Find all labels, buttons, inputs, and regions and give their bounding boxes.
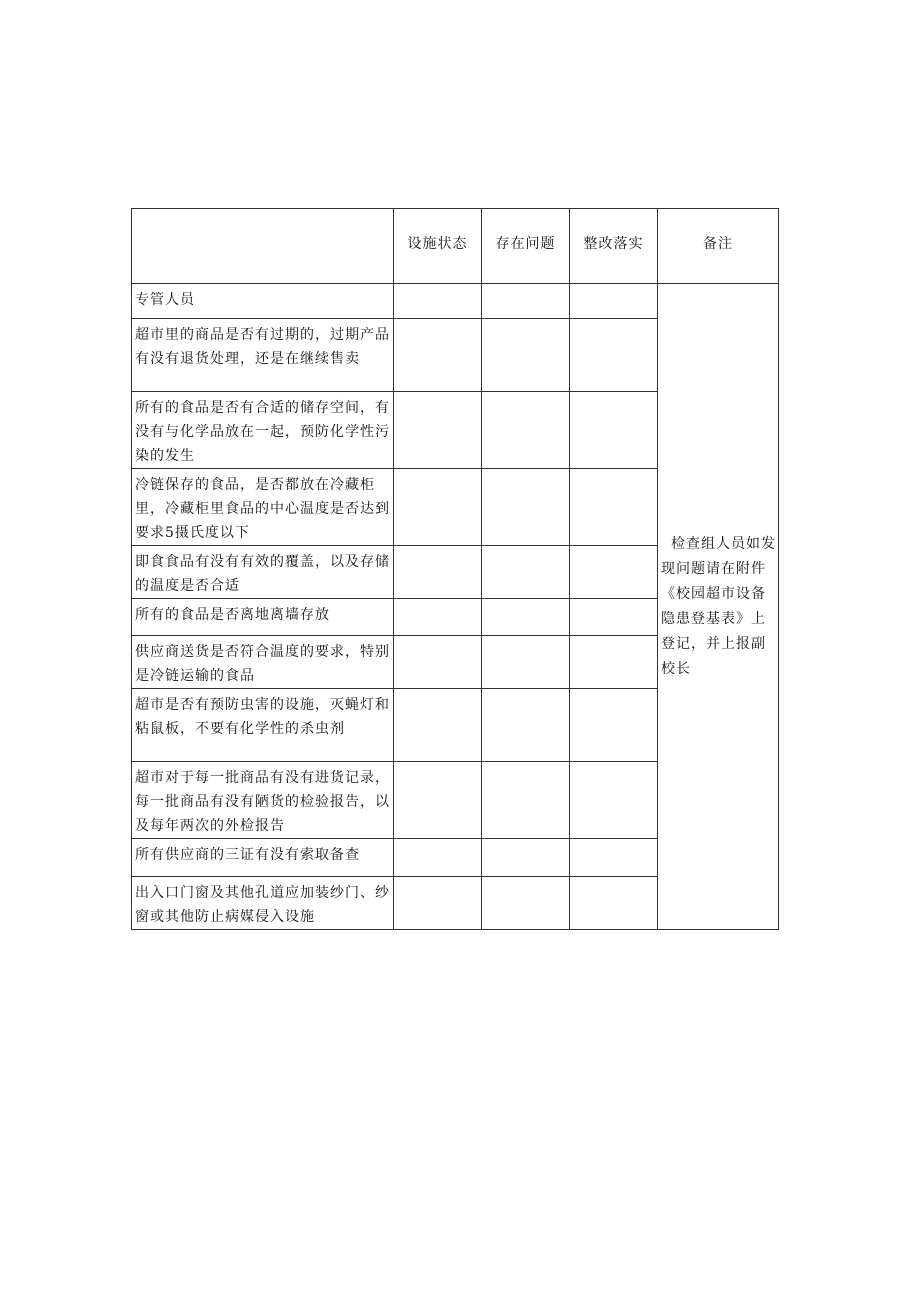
- existing-issues-cell[interactable]: [482, 877, 570, 930]
- existing-issues-cell[interactable]: [482, 469, 570, 546]
- item-cell: 即食食品有没有有效的覆盖，以及存储的温度是否合适: [132, 546, 394, 599]
- table-row: [132, 284, 779, 319]
- existing-issues-cell[interactable]: [482, 284, 570, 319]
- facility-status-cell[interactable]: [394, 599, 482, 636]
- rectification-cell[interactable]: [570, 284, 658, 319]
- item-cell: 专管人员: [132, 284, 394, 319]
- header-item: [132, 209, 394, 284]
- item-cell: 所有的食品是否离地离墙存放: [132, 599, 394, 636]
- facility-status-cell[interactable]: [394, 839, 482, 877]
- header-facility-status: 设施状态: [394, 209, 482, 284]
- existing-issues-cell[interactable]: [482, 689, 570, 762]
- existing-issues-cell[interactable]: [482, 839, 570, 877]
- item-cell: 冷链保存的食品，是否都放在冷藏柜里，冷藏柜里食品的中心温度是否达到要求5摄氏度以下: [132, 469, 394, 546]
- header-rectification: 整改落实: [570, 209, 658, 284]
- existing-issues-cell[interactable]: [482, 319, 570, 392]
- rectification-cell[interactable]: [570, 469, 658, 546]
- header-existing-issues: 存在问题: [482, 209, 570, 284]
- rectification-cell[interactable]: [570, 689, 658, 762]
- existing-issues-cell[interactable]: [482, 392, 570, 469]
- facility-status-cell[interactable]: [394, 689, 482, 762]
- rectification-cell[interactable]: [570, 762, 658, 839]
- rectification-cell[interactable]: [570, 636, 658, 689]
- existing-issues-cell[interactable]: [482, 636, 570, 689]
- item-cell: 超市里的商品是否有过期的，过期产品有没有退货处理，还是在继续售卖: [132, 319, 394, 392]
- rectification-cell[interactable]: [570, 877, 658, 930]
- item-cell: 超市是否有预防虫害的设施，灭蝇灯和粘鼠板，不要有化学性的杀虫剂: [132, 689, 394, 762]
- facility-status-cell[interactable]: [394, 284, 482, 319]
- existing-issues-cell[interactable]: [482, 599, 570, 636]
- existing-issues-cell[interactable]: [482, 546, 570, 599]
- inspection-checklist-table: [131, 208, 779, 930]
- rectification-cell[interactable]: [570, 392, 658, 469]
- rectification-cell[interactable]: [570, 319, 658, 392]
- rectification-cell[interactable]: [570, 839, 658, 877]
- header-row: [132, 209, 779, 284]
- facility-status-cell[interactable]: [394, 546, 482, 599]
- facility-status-cell[interactable]: [394, 319, 482, 392]
- existing-issues-cell[interactable]: [482, 762, 570, 839]
- item-cell: 出入口门窗及其他孔道应加装纱门、纱窗或其他防止病媒侵入设施: [132, 877, 394, 930]
- header-remarks: 备注: [658, 209, 779, 284]
- facility-status-cell[interactable]: [394, 636, 482, 689]
- item-cell: 供应商送货是否符合温度的要求，特别是冷链运输的食品: [132, 636, 394, 689]
- facility-status-cell[interactable]: [394, 877, 482, 930]
- facility-status-cell[interactable]: [394, 762, 482, 839]
- rectification-cell[interactable]: [570, 599, 658, 636]
- facility-status-cell[interactable]: [394, 392, 482, 469]
- remarks-note-cell: 检查组人员如发现问题请在附件《校园超市设备隐患登基表》上登记，并上报副校长: [658, 284, 779, 930]
- item-cell: 所有的食品是否有合适的储存空间，有没有与化学品放在一起，预防化学性污染的发生: [132, 392, 394, 469]
- item-cell: 超市对于每一批商品有没有进货记录，每一批商品有没有陋货的检验报告，以及每年两次的外检报告: [132, 762, 394, 839]
- rectification-cell[interactable]: [570, 546, 658, 599]
- facility-status-cell[interactable]: [394, 469, 482, 546]
- item-cell: 所有供应商的三证有没有索取备查: [132, 839, 394, 877]
